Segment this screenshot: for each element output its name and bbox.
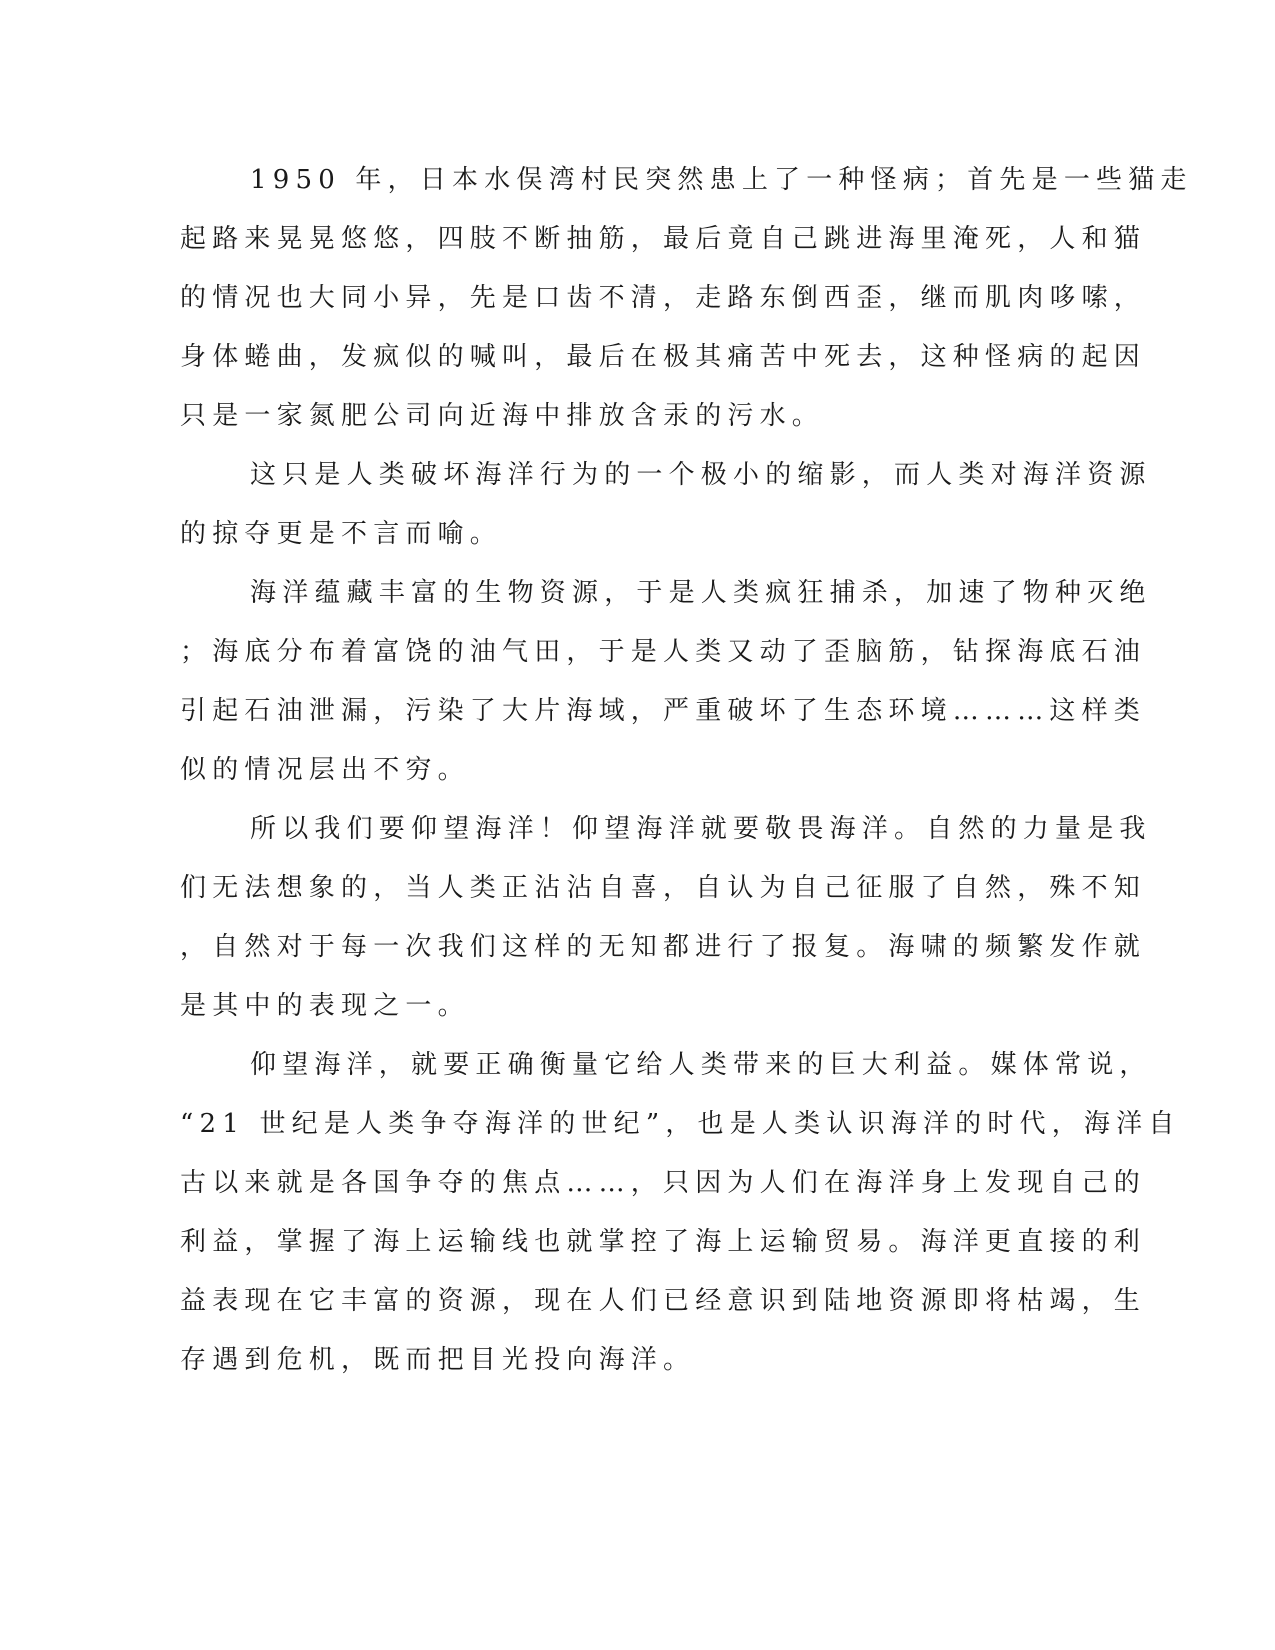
text-line: 海洋蕴藏丰富的生物资源，于是人类疯狂捕杀，加速了物种灭绝 [250, 578, 1152, 608]
text-line: ；海底分布着富饶的油气田，于是人类又动了歪脑筋，钻探海底石油 [180, 637, 1147, 667]
text-line: ，自然对于每一次我们这样的无知都进行了报复。海啸的频繁发作就 [180, 932, 1147, 962]
text-line: 1950 年，日本水俣湾村民突然患上了一种怪病；首先是一些猫走 [250, 165, 1193, 195]
text-line: 所以我们要仰望海洋！仰望海洋就要敬畏海洋。自然的力量是我 [250, 814, 1152, 844]
text-line: 的情况也大同小异，先是口齿不清，走路东倒西歪，继而肌肉哆嗦， [180, 283, 1147, 313]
text-line: “21 世纪是人类争夺海洋的世纪”，也是人类认识海洋的时代，海洋自 [180, 1109, 1181, 1139]
text-line: 们无法想象的，当人类正沾沾自喜，自认为自己征服了自然，殊不知 [180, 873, 1147, 903]
text-line: 益表现在它丰富的资源，现在人们已经意识到陆地资源即将枯竭，生 [180, 1286, 1147, 1316]
text-line: 古以来就是各国争夺的焦点……，只因为人们在海洋身上发现自己的 [180, 1168, 1147, 1198]
text-line: 起路来晃晃悠悠，四肢不断抽筋，最后竟自己跳进海里淹死，人和猫 [180, 224, 1147, 254]
text-line: 似的情况层出不穷。 [180, 755, 470, 785]
text-line: 是其中的表现之一。 [180, 991, 470, 1021]
text-line: 仰望海洋，就要正确衡量它给人类带来的巨大利益。媒体常说， [250, 1050, 1152, 1080]
text-line: 的掠夺更是不言而喻。 [180, 519, 503, 549]
text-line: 这只是人类破坏海洋行为的一个极小的缩影，而人类对海洋资源 [250, 460, 1152, 490]
text-line: 身体蜷曲，发疯似的喊叫，最后在极其痛苦中死去，这种怪病的起因 [180, 342, 1147, 372]
text-line: 利益，掌握了海上运输线也就掌控了海上运输贸易。海洋更直接的利 [180, 1227, 1147, 1257]
text-line: 只是一家氮肥公司向近海中排放含汞的污水。 [180, 401, 825, 431]
text-line: 引起石油泄漏，污染了大片海域，严重破坏了生态环境………这样类 [180, 696, 1147, 726]
text-line: 存遇到危机，既而把目光投向海洋。 [180, 1345, 696, 1375]
